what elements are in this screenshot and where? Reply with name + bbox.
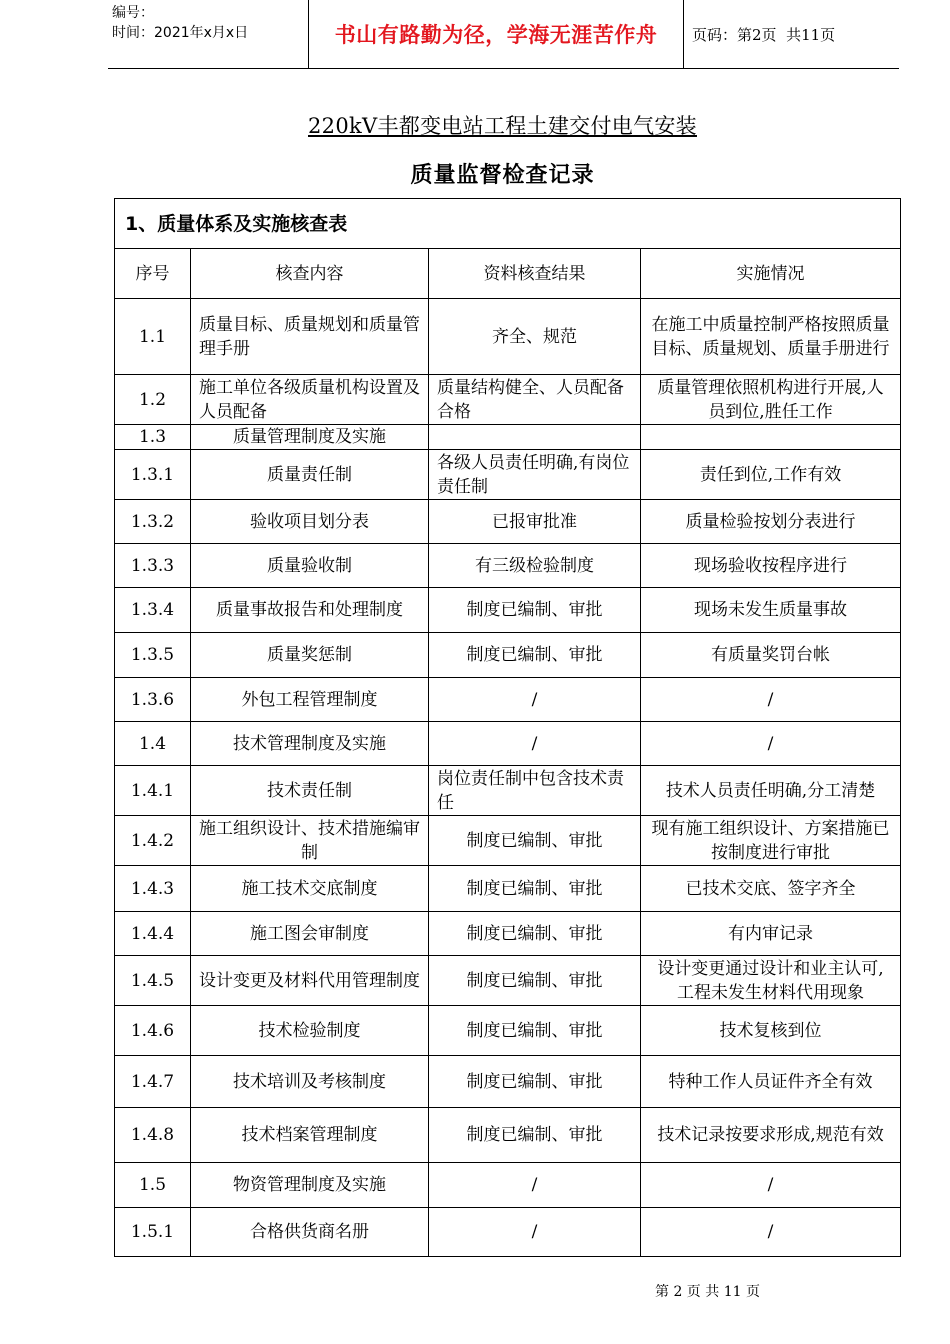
document-result: 已报审批准 (429, 500, 641, 544)
implementation-status: 技术记录按要求形成,规范有效 (641, 1108, 901, 1163)
implementation-status: 已技术交底、签字齐全 (641, 866, 901, 912)
document-result: / (429, 722, 641, 766)
table-row (115, 1108, 901, 1163)
check-content: 验收项目划分表 (191, 500, 429, 544)
implementation-status: / (641, 722, 901, 766)
implementation-status: 技术复核到位 (641, 1006, 901, 1056)
implementation-status: / (641, 1163, 901, 1208)
document-result: 岗位责任制中包含技术责任 (429, 766, 641, 816)
row-number: 1.4.3 (115, 866, 191, 912)
inspection-table (114, 198, 901, 1257)
implementation-status (641, 425, 901, 450)
check-content: 设计变更及材料代用管理制度 (191, 956, 429, 1006)
document-result: 制度已编制、审批 (429, 866, 641, 912)
check-content: 技术管理制度及实施 (191, 722, 429, 766)
row-number: 1.3.3 (115, 544, 191, 588)
document-result: 齐全、规范 (429, 299, 641, 375)
row-number: 1.3.1 (115, 450, 191, 500)
document-result: 有三级检验制度 (429, 544, 641, 588)
table-row (115, 678, 901, 722)
table-row (115, 450, 901, 500)
check-content: 施工图会审制度 (191, 912, 429, 956)
implementation-status: 技术人员责任明确,分工清楚 (641, 766, 901, 816)
implementation-status: / (641, 1208, 901, 1257)
document-result: 制度已编制、审批 (429, 633, 641, 678)
document-result: 制度已编制、审批 (429, 816, 641, 866)
page-header (108, 0, 899, 69)
check-content: 施工组织设计、技术措施编审制 (191, 816, 429, 866)
table-row (115, 588, 901, 633)
document-result: 制度已编制、审批 (429, 912, 641, 956)
document-result: 制度已编制、审批 (429, 1108, 641, 1163)
implementation-status: 在施工中质量控制严格按照质量目标、质量规划、质量手册进行 (641, 299, 901, 375)
table-row (115, 912, 901, 956)
col-header-no: 序号 (115, 249, 191, 299)
implementation-status: 现场验收按程序进行 (641, 544, 901, 588)
section-title: 1、质量体系及实施核查表 (115, 199, 901, 249)
col-header-status: 实施情况 (641, 249, 901, 299)
implementation-status: 有质量奖罚台帐 (641, 633, 901, 678)
header-row (115, 249, 901, 299)
row-number: 1.4.6 (115, 1006, 191, 1056)
row-number: 1.4 (115, 722, 191, 766)
implementation-status: 现场未发生质量事故 (641, 588, 901, 633)
check-content: 技术培训及考核制度 (191, 1056, 429, 1108)
header-motto: 书山有路勤为径，学海无涯苦作舟 (334, 23, 658, 47)
implementation-status: / (641, 678, 901, 722)
implementation-status: 有内审记录 (641, 912, 901, 956)
row-number: 1.3.5 (115, 633, 191, 678)
check-content: 质量管理制度及实施 (191, 425, 429, 450)
table-row (115, 1163, 901, 1208)
check-content: 外包工程管理制度 (191, 678, 429, 722)
document-result: 制度已编制、审批 (429, 1056, 641, 1108)
row-number: 1.4.8 (115, 1108, 191, 1163)
time-label: 时间：2021年x月x日 (112, 25, 249, 41)
implementation-status: 质量管理依照机构进行开展,人员到位,胜任工作 (641, 375, 901, 425)
document-title: 220kV丰都变电站工程土建交付电气安装 (308, 114, 697, 138)
table-row (115, 816, 901, 866)
document-result: 制度已编制、审批 (429, 1006, 641, 1056)
row-number: 1.3.6 (115, 678, 191, 722)
col-header-result: 资料核查结果 (429, 249, 641, 299)
table-row (115, 1208, 901, 1257)
table-row (115, 1006, 901, 1056)
check-content: 质量验收制 (191, 544, 429, 588)
check-content: 质量奖惩制 (191, 633, 429, 678)
col-header-content: 核查内容 (191, 249, 429, 299)
row-number: 1.4.4 (115, 912, 191, 956)
implementation-status: 设计变更通过设计和业主认可,工程未发生材料代用现象 (641, 956, 901, 1006)
row-number: 1.4.7 (115, 1056, 191, 1108)
row-number: 1.3 (115, 425, 191, 450)
check-content: 技术检验制度 (191, 1006, 429, 1056)
check-content: 合格供货商名册 (191, 1208, 429, 1257)
check-content: 质量责任制 (191, 450, 429, 500)
row-number: 1.5 (115, 1163, 191, 1208)
implementation-status: 现有施工组织设计、方案措施已按制度进行审批 (641, 816, 901, 866)
page-footer: 第 2 页 共 11 页 (655, 1284, 760, 1300)
row-number: 1.3.2 (115, 500, 191, 544)
document-subtitle: 质量监督检查记录 (410, 162, 595, 188)
document-result: / (429, 1163, 641, 1208)
table-row (115, 299, 901, 375)
check-content: 技术档案管理制度 (191, 1108, 429, 1163)
row-number: 1.5.1 (115, 1208, 191, 1257)
check-content: 质量事故报告和处理制度 (191, 588, 429, 633)
document-result (429, 425, 641, 450)
table-row (115, 1056, 901, 1108)
row-number: 1.3.4 (115, 588, 191, 633)
table-row (115, 425, 901, 450)
header-meta (112, 3, 312, 43)
table-row (115, 866, 901, 912)
document-result: 制度已编制、审批 (429, 588, 641, 633)
header-divider (683, 0, 684, 68)
table-row (115, 544, 901, 588)
table-row (115, 633, 901, 678)
header-page-info: 页码：第2页 共11页 (692, 25, 836, 44)
document-result: / (429, 678, 641, 722)
table-row (115, 766, 901, 816)
implementation-status: 质量检验按划分表进行 (641, 500, 901, 544)
table-row (115, 956, 901, 1006)
document-result: / (429, 1208, 641, 1257)
section-row (115, 199, 901, 249)
check-content: 质量目标、质量规划和质量管理手册 (191, 299, 429, 375)
document-result: 各级人员责任明确,有岗位责任制 (429, 450, 641, 500)
implementation-status: 责任到位,工作有效 (641, 450, 901, 500)
row-number: 1.4.1 (115, 766, 191, 816)
document-result: 制度已编制、审批 (429, 956, 641, 1006)
row-number: 1.4.2 (115, 816, 191, 866)
check-content: 施工单位各级质量机构设置及人员配备 (191, 375, 429, 425)
number-label: 编号： (112, 5, 154, 21)
check-content: 施工技术交底制度 (191, 866, 429, 912)
row-number: 1.4.5 (115, 956, 191, 1006)
row-number: 1.2 (115, 375, 191, 425)
table-row (115, 722, 901, 766)
check-content: 技术责任制 (191, 766, 429, 816)
check-content: 物资管理制度及实施 (191, 1163, 429, 1208)
row-number: 1.1 (115, 299, 191, 375)
document-result: 质量结构健全、人员配备合格 (429, 375, 641, 425)
table-row (115, 375, 901, 425)
implementation-status: 特种工作人员证件齐全有效 (641, 1056, 901, 1108)
table-row (115, 500, 901, 544)
